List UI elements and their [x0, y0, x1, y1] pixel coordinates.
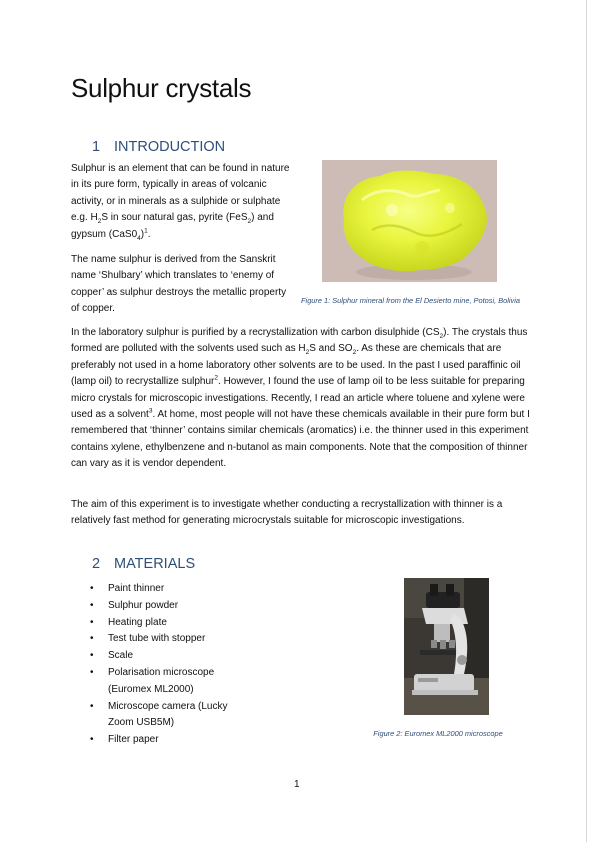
document-title: Sulphur crystals [71, 73, 252, 103]
page-edge-divider [586, 0, 587, 842]
section-heading-introduction [92, 139, 225, 155]
bullet-icon: • [90, 666, 94, 678]
intro-paragraph-3: In the laboratory sulphur is purified by a recrystallization with carbon disulphide $(CS_2)$. The crystals thus formed are polluted with the solvents used such as $H_2S$ and $SO_2$. As these are chemicals that are preferably not used in a home laboratory other solvents are to be used. In the past I used paraffinic oil (lamp oil) to recrystallize sulphur$^2$. However, I found the use of lamp oil to be less suitable for preparing micro crystals for microscopic investigations. Recently, I read an article where toluene and xylene were used as a solvent$^3$. At home, most people will not have these chemicals available in their pure form but I remembered that ‘thinner’ contains similar chemicals (aromatics) i.e. the thinner used in this experiment contains xylene, ethylbenzene and n-butanol as main components. Note that the composition of thinner can vary as it is vendor dependent. [71, 327, 530, 470]
materials-list [90, 581, 250, 749]
section-heading-materials [92, 556, 195, 572]
bullet-icon: • [90, 583, 94, 594]
section-number: 2 [92, 556, 101, 572]
list-item: • Sulphur powder [90, 598, 250, 615]
bullet-icon: • [90, 650, 94, 662]
bullet-icon: • [90, 700, 94, 712]
sulphur-crystal-image [322, 160, 497, 282]
microscope-photo [404, 578, 489, 715]
sulphur-mineral-photo [322, 160, 497, 282]
list-item: • Paint thinner [90, 581, 250, 598]
section-number: 1 [92, 139, 101, 155]
microscope-image [404, 578, 489, 715]
bullet-icon: • [90, 633, 94, 645]
section-title: INTRODUCTION [114, 139, 226, 155]
figure-2-caption: Figure 2: Euromex ML2000 microscope [373, 729, 503, 738]
list-item: • Scale [90, 648, 250, 665]
bullet-icon: • [90, 616, 94, 628]
intro-paragraph-2: The name sulphur is derived from the Sanskrit name ‘Shulbary’ which translates to ‘enemy of copper’ as sulphur destroys the metallic property of copper. [71, 254, 287, 315]
bullet-icon: • [90, 734, 94, 746]
list-item: • Filter paper [90, 732, 250, 749]
bullet-icon: • [90, 599, 94, 611]
page-number: 1 [294, 779, 300, 790]
list-item: • Test tube with stopper [90, 631, 250, 648]
figure-1-caption: Figure 1: Sulphur mineral from the El Desierto mine, Potosi, Bolivia [301, 296, 520, 305]
intro-paragraph-aim: The aim of this experiment is to investigate whether conducting a recrystallization with thinner is a relatively fast method for generating microcrystals suitable for microscopic investigations. [71, 499, 503, 527]
list-item: • Microscope camera (Lucky Zoom USB5M) [90, 700, 228, 729]
intro-paragraph-1: Sulphur is an element that can be found in nature in its pure form, typically in areas of volcanic activity, or in minerals as a sulphide or sulphate e.g. $H_2S$ in sour natural gas, pyrite (FeS$_2$) and gypsum $(CaS0_4)^1$. [71, 163, 290, 242]
list-item: • Heating plate [90, 615, 250, 632]
list-item: • Polarisation microscope (Euromex ML2000) [90, 666, 215, 695]
section-title: MATERIALS [114, 556, 196, 572]
